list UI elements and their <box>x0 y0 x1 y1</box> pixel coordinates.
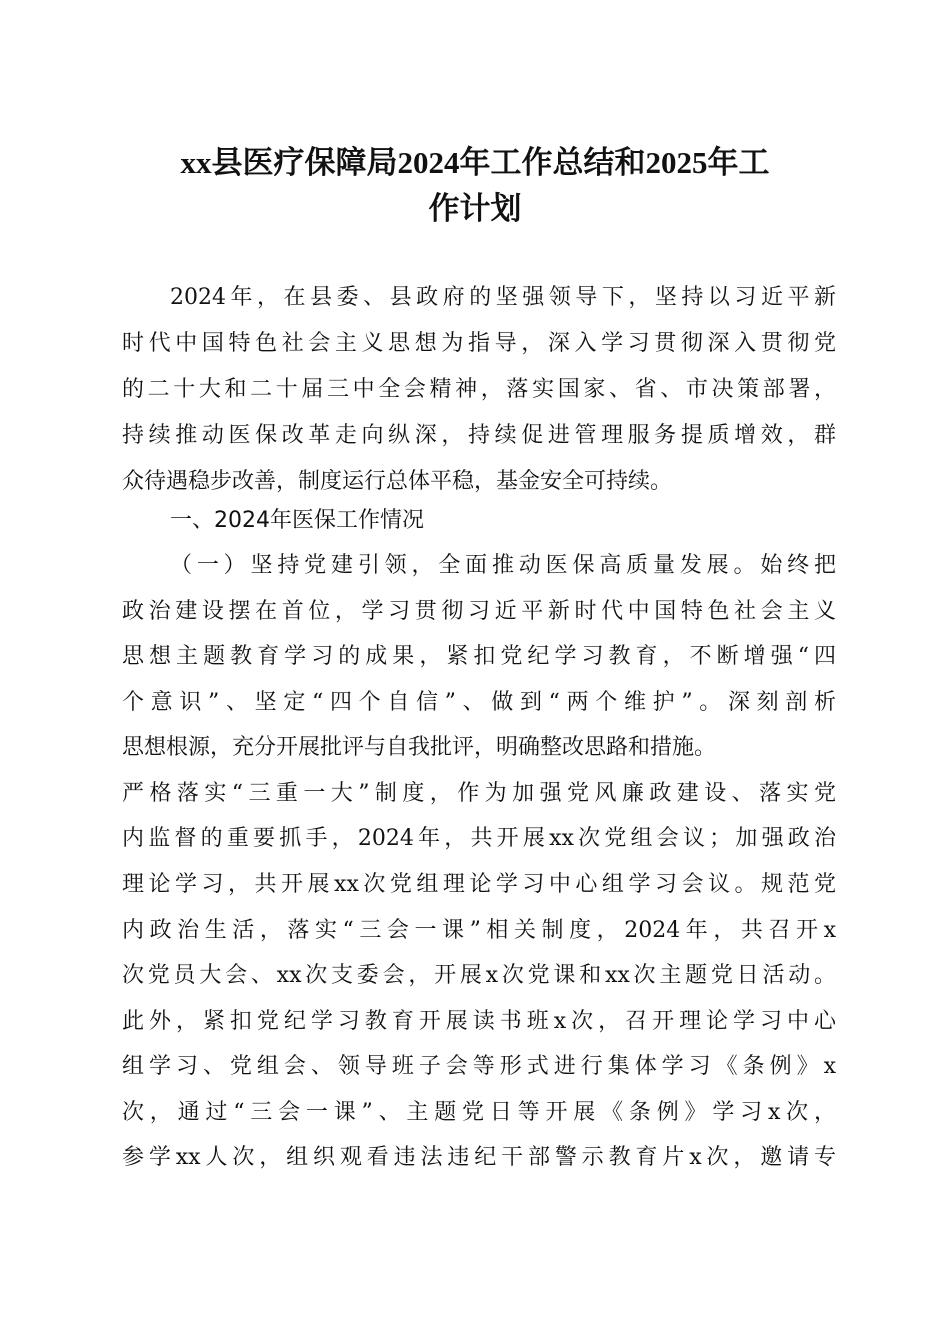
section-line: 思想根源，充分开展批评与自我批评，明确整改思路和措施。 <box>122 735 717 760</box>
section-line: 次，通过“三会一课”、主题党日等开展《条例》学习x次， <box>122 1100 836 1125</box>
intro-line: 2024年，在县委、县政府的坚强领导下，坚持以习近平新 <box>170 285 836 310</box>
section-line: 参学xx人次，组织观看违法违纪干部警示教育片x次，邀请专 <box>122 1145 836 1170</box>
section-line: 思想主题教育学习的成果，紧扣党纪学习教育，不断增强“四 <box>122 644 836 669</box>
intro-line: 时代中国特色社会主义思想为指导，深入学习贯彻深入贯彻党 <box>122 331 836 356</box>
intro-line: 的二十大和二十届三中全会精神，落实国家、省、市决策部署， <box>122 377 836 402</box>
section-line: 此外，紧扣党纪学习教育开展读书班x次，召开理论学习中心 <box>122 1009 836 1034</box>
section-heading: 一、2024年医保工作情况 <box>170 508 424 533</box>
section-line: 内监督的重要抓手，2024年，共开展xx次党组会议；加强政治 <box>122 826 836 851</box>
section-line: 组学习、党组会、领导班子会等形式进行集体学习《条例》x <box>122 1054 836 1079</box>
document-title-line-1: xx县医疗保障局2024年工作总结和2025年工 <box>180 145 770 180</box>
intro-line: 众待遇稳步改善，制度运行总体平稳，基金安全可持续。 <box>122 469 673 494</box>
section-line: 理论学习，共开展xx次党组理论学习中心组学习会议。规范党 <box>122 872 836 897</box>
section-line: 个意识”、坚定“四个自信”、做到“两个维护”。深刻剖析 <box>122 690 836 715</box>
document-title-line-2: 作计划 <box>428 191 522 226</box>
section-line: 政治建设摆在首位，学习贯彻习近平新时代中国特色社会主义 <box>122 599 836 624</box>
section-line: （一）坚持党建引领，全面推动医保高质量发展。始终把 <box>170 553 836 578</box>
section-line: 次党员大会、xx次支委会，开展x次党课和xx次主题党日活动。 <box>122 963 836 988</box>
section-line: 严格落实“三重一大”制度，作为加强党风廉政建设、落实党 <box>122 781 836 806</box>
intro-line: 持续推动医保改革走向纵深，持续促进管理服务提质增效，群 <box>122 423 836 448</box>
section-line: 内政治生活，落实“三会一课”相关制度，2024年，共召开x <box>122 918 836 943</box>
